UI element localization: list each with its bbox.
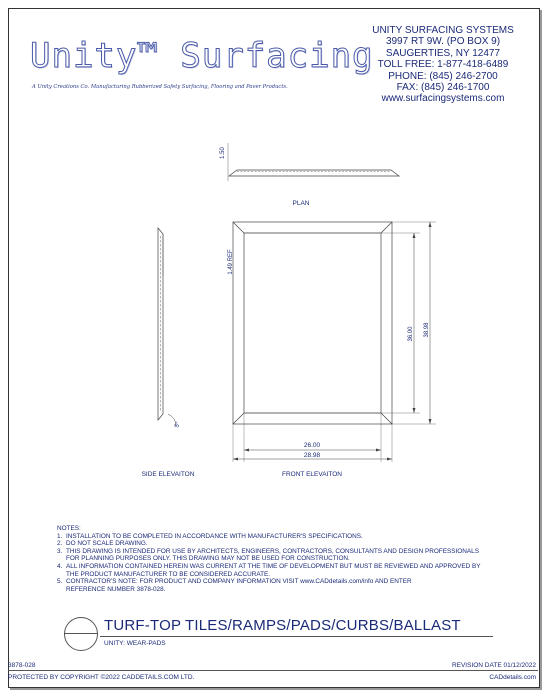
revision-date: REVISION DATE 01/12/2022 [451, 662, 536, 669]
note-item: 1. INSTALLATION TO BE COMPLETED IN ACCORDANCE WITH MANUFACTURER'S SPECIFICATIONS. [57, 532, 363, 540]
title-circle-divider [64, 633, 98, 634]
dim-arrow [429, 222, 432, 227]
title-underline [100, 636, 493, 637]
caddetails-link[interactable]: CADdetails.com [489, 674, 536, 681]
front-bevel-tl [233, 222, 244, 233]
company-tollfree: TOLL FREE: 1-877-418-6489 [377, 59, 509, 71]
notes-heading: NOTES: [57, 525, 81, 532]
notes-block [57, 525, 481, 593]
company-logo: Unity™ Surfacing [30, 36, 374, 76]
inner-height-dim: 36.00 [408, 326, 414, 342]
note-item: 5. CONTRACTOR'S NOTE: FOR PRODUCT AND COMPANY INFORMATION VISIT www.CADdetails.com/info AND ENTER [57, 578, 412, 586]
company-fax: FAX: (845) 246-1700 [396, 82, 490, 94]
note-item: THE PRODUCT MANUFACTURER TO BE CONSIDERED ACCURATE. [66, 570, 271, 578]
company-phone: PHONE: (845) 246-2700 [388, 70, 498, 82]
drawing-number: 3878-028 [8, 662, 36, 669]
plan-thickness-dim: 1.50 [220, 147, 226, 159]
front-inner-edge [244, 233, 381, 413]
dim-arrow [244, 449, 249, 452]
company-city: SAUGERTIES, NY 12477 [385, 47, 501, 59]
side-elevation-label: SIDE ELEVAITON [141, 471, 195, 478]
front-bevel-tr [381, 222, 392, 233]
company-name: UNITY SURFACING SYSTEMS [372, 25, 514, 36]
front-bevel-br [381, 413, 392, 424]
drawing-title: TURF-TOP TILES/RAMPS/PADS/CURBS/BALLAST [104, 617, 461, 634]
front-bevel-bl [233, 413, 244, 424]
side-ref-dim: 1.49 REF [228, 249, 234, 275]
side-angle-dim: 5° [174, 421, 182, 429]
note-item: FOR PLANNING PURPOSES ONLY. THIS DRAWING MAY NOT BE USED FOR CONSTRUCTION. [66, 555, 350, 563]
note-item: 2. DO NOT SCALE DRAWING. [57, 540, 148, 548]
drawing-subtitle: UNITY: WEAR-PADS [104, 640, 166, 647]
footer-divider [8, 670, 538, 671]
copyright-notice: PROTECTED BY COPYRIGHT ©2022 CADDETAILS.COM LTD. [8, 674, 195, 681]
title-circle-symbol [64, 617, 98, 651]
note-item: 4. ALL INFORMATION CONTAINED HEREIN WAS CURRENT AT THE TIME OF DEVELOPMENT BUT MUST BE REVIEWED AND APPROVED BY [57, 562, 481, 570]
company-address: 3997 RT 9W. (PO BOX 9) [385, 36, 501, 48]
front-elevation-label: FRONT ELEVAITON [282, 471, 342, 478]
inner-width-dim: 26.00 [303, 442, 321, 449]
dim-arrow [413, 408, 416, 413]
dim-arrow [429, 419, 432, 424]
dim-arrow [376, 449, 381, 452]
dim-arrow [413, 233, 416, 238]
dim-arrow [387, 458, 392, 461]
note-item: 3. THIS DRAWING IS INTENDED FOR USE BY ARCHITECTS, ENGINEERS, CONTRACTORS, CONSULTANTS AND DESIGN PROFESSIONALS [57, 547, 479, 555]
company-tagline: A Unity Creations Co. Manufacturing Rubberized Safety Surfacing, Flooring and Paver Products. [32, 84, 288, 90]
company-website[interactable]: www.surfacingsystems.com [381, 93, 505, 105]
outer-width-dim: 28.98 [303, 452, 321, 459]
plan-view [229, 170, 399, 176]
dim-arrow [233, 458, 238, 461]
outer-height-dim: 38.98 [424, 322, 430, 338]
front-outer-edge [233, 222, 392, 424]
plan-label: PLAN [292, 200, 310, 207]
note-item: REFERENCE NUMBER 3878-028. [66, 585, 166, 593]
